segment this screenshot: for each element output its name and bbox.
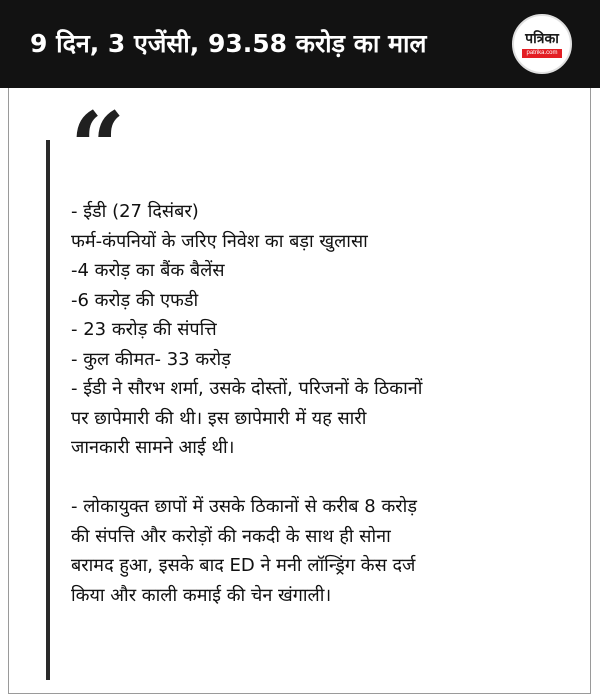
text-line: पर छापेमारी की थी। इस छापेमारी में यह सारी	[71, 407, 367, 429]
paragraph-gap	[71, 463, 581, 493]
patrika-logo	[512, 14, 572, 74]
text-line: फर्म-कंपनियों के जरिए निवेश का बड़ा खुलासा	[71, 230, 368, 252]
text-line: - कुल कीमत- 33 करोड़	[71, 348, 231, 370]
logo-wordmark: पत्रिका	[525, 31, 559, 47]
text-line: जानकारी सामने आई थी।	[71, 437, 235, 458]
text-line: - ईडी ने सौरभ शर्मा, उसके दोस्तों, परिजनों के ठिकानों	[71, 378, 423, 399]
logo-site-label: patrika.com	[522, 49, 562, 58]
header-bar	[0, 0, 600, 88]
text-line: बरामद हुआ, इसके बाद ED ने मनी लॉन्ड्रिंग केस दर्ज	[71, 555, 416, 576]
headline: 9 दिन, 3 एजेंसी, 93.58 करोड़ का माल	[30, 29, 427, 58]
text-line: - 23 करोड़ की संपत्ति	[71, 319, 217, 340]
text-line: किया और काली कमाई की चेन खंगाली।	[71, 584, 332, 606]
text-line: -6 करोड़ की एफडी	[71, 289, 199, 311]
text-line: - ईडी (27 दिसंबर)	[71, 201, 199, 222]
quote-mark-icon: “	[70, 91, 126, 204]
quote-bar	[46, 140, 50, 680]
text-line: की संपत्ति और करोड़ों की नकदी के साथ ही सोना	[71, 525, 391, 547]
text-line: - लोकायुक्त छापों में उसके ठिकानों से करीब 8 करोड़	[71, 496, 417, 517]
text-line: -4 करोड़ का बैंक बैलेंस	[71, 260, 225, 281]
quote-body	[71, 197, 581, 610]
